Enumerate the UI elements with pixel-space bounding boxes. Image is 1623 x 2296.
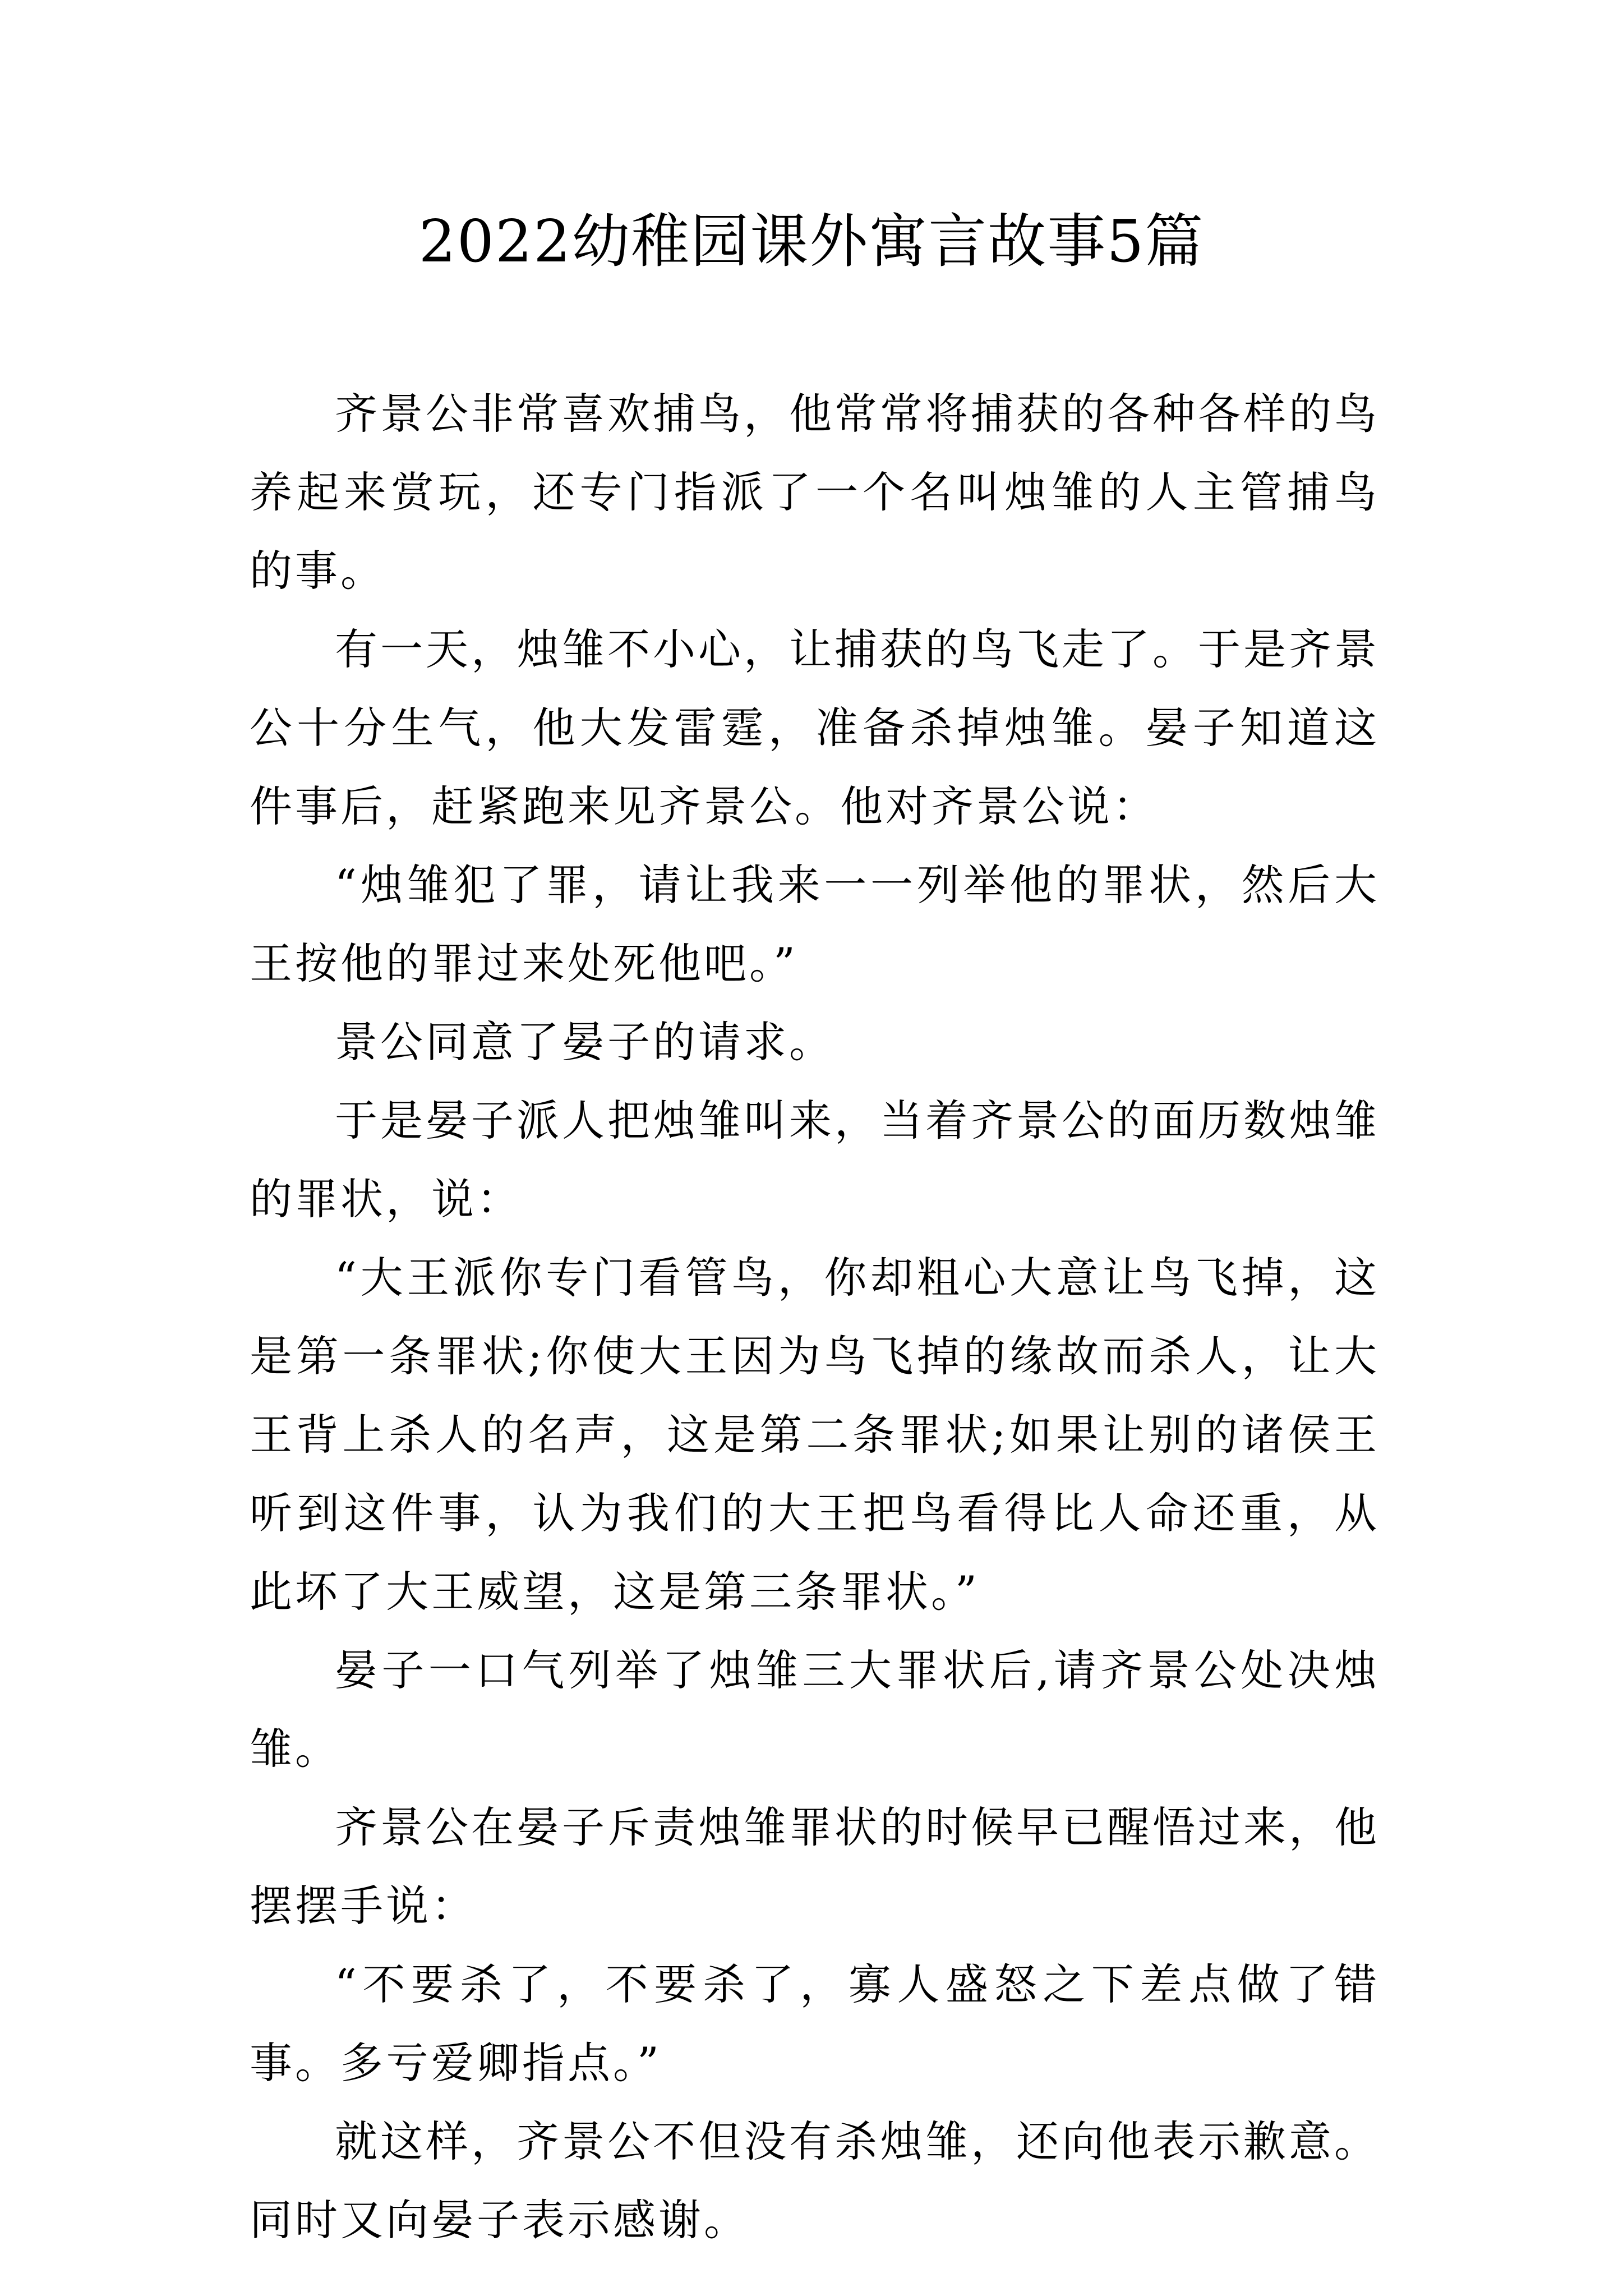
paragraph: “烛雏犯了罪，请让我来一一列举他的罪状，然后大王按他的罪过来处死他吧。”: [250, 860, 1380, 988]
paragraph: “不要杀了，不要杀了，寡人盛怒之下差点做了错事。多亏爱卿指点。”: [250, 1959, 1380, 2088]
paragraph: “大王派你专门看管鸟，你却粗心大意让鸟飞掉，这是第一条罪状;你使大王因为鸟飞掉的缘故而杀人，让大王背上杀人的名声，这是第二条罪状;如果让别的诸侯王听到这件事，认为我们的大王把鸟看得比人命还重，从此坏了大王威望，这是第三条罪状。”: [250, 1253, 1380, 1617]
paragraph: 齐景公非常喜欢捕鸟，他常常将捕获的各种各样的鸟养起来赏玩，还专门指派了一个名叫烛雏的人主管捕鸟的事。: [250, 389, 1380, 596]
paragraph: 于是晏子派人把烛雏叫来，当着齐景公的面历数烛雏的罪状，说：: [250, 1096, 1380, 1224]
document-title: 2022幼稚园课外寓言故事5篇: [418, 207, 1205, 275]
document-body: [250, 375, 1380, 2260]
paragraph: 就这样，齐景公不但没有杀烛雏，还向他表示歉意。同时又向晏子表示感谢。: [250, 2116, 1380, 2245]
paragraph: 齐景公在晏子斥责烛雏罪状的时候早已醒悟过来，他摆摆手说：: [250, 1802, 1380, 1931]
paragraph: 景公同意了晏子的请求。: [335, 1017, 834, 1067]
paragraph: 有一天，烛雏不小心，让捕获的鸟飞走了。于是齐景公十分生气，他大发雷霆，准备杀掉烛雏。晏子知道这件事后，赶紧跑来见齐景公。他对齐景公说：: [250, 624, 1380, 831]
paragraph: 晏子一口气列举了烛雏三大罪状后,请齐景公处决烛雏。: [250, 1645, 1380, 1774]
